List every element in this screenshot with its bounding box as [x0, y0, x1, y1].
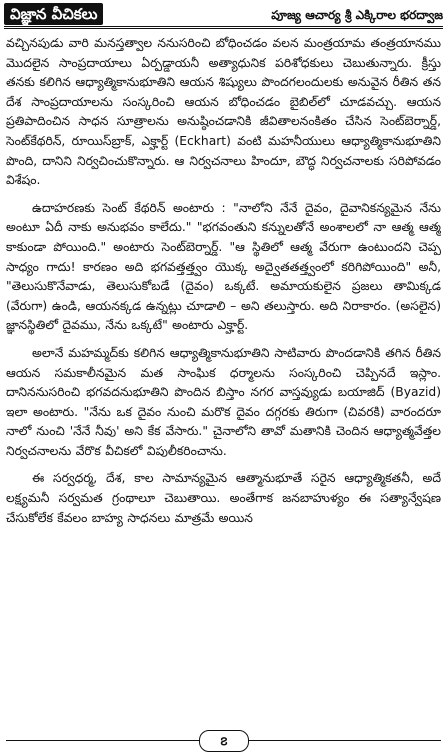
body-text: [6, 34, 441, 720]
page-number: ౭: [199, 730, 249, 752]
paragraph: అలానే మహమ్మద్‌కు కలిగిన ఆధ్యాత్మికానుభూతిని సాటివారు పొందడానికి తగిన రీతిన ఆయన సమకాలీనమైన మత సాంఘిక ధర్మాలను సంస్కరించి చెప్పినదే ఇస్లాం. దానిననుసరించి భగవదనుభూతిని పొందిన బిస్తాం నగర వాస్తవ్యుడు బయాజిద్ (Byazid) ఇలా అంటారు. "నేను ఒక దైవం నుంచి మరొక దైవం దగ్గరకు తిరుగా (చివరకి) వారందరూ నాలో నుంచి 'నేనే నీవు' అని కేక వేసారు." చైనాలోని తావో మతానికి చెందిన ఆధ్యాత్మవేత్తల నిర్వచనాలను వేరొక వీచికలో విపులీకరించాను.: [6, 345, 441, 458]
paragraph: వచ్చినపుడు వారి మనస్తత్వాల ననుసరించి బోధించడం వలన మంత్రయామ తంత్రయానము మొదలైన సాంప్రదాయాలు ఏర్పడ్డాయనీ అత్యాధునిక పరిశోధకులు చెబుతున్నారు. క్రీస్తు తనకు కలిగిన ఆధ్యాత్మికానుభూతిని ఆయన శిష్యులు పొందగలందులకు అనువైన రీతిన తన దేశ సాంప్రదాయాలను సంస్కరించి ఆయన బోధించడం బైబిల్‌లో చూడవచ్చు. ఆయన ప్రతిపాదించిన సాధన సూత్రాలను అనుష్ఠించడానికి జీవితాలనంకితం చేసిన సెంట్‌బెర్నార్డ్, సెంట్‌కేథరిన్, రూయిస్‌బ్రాక్, ఎక్హార్ట్ (Eckhart) వంటి మహనీయులు ఆధ్యాత్మికానుభూతిని పొంది, దానిని నిర్వచించుకొన్నారు. ఆ నిర్వచనాలు హిందూ, బౌద్ధ నిర్వచనాలకు సరిపోవడం విశేషం.: [6, 36, 441, 188]
page-footer: [0, 730, 447, 752]
series-title: విజ్ఞాన వీచికలు: [4, 3, 103, 25]
author-title: పూజ్య ఆచార్య శ్రీ ఎక్కిరాల భరద్వాజ: [271, 8, 443, 22]
paragraph: ఈ సర్వధర్మ, దేశ, కాల సామాన్యమైన ఆత్మానుభూతే సరైన ఆధ్యాత్మికతనీ, అదే లక్ష్యమనీ సర్వమత గ్రంథాలూ చెబుతాయి. అంతేగాక జనబాహుళ్యం ఈ సత్యాన్వేషణ చేసుకోలేక కేవలం బాహ్య సాధనలు మాత్రమే అయిన: [6, 471, 441, 525]
paragraph: ఉదాహరణకు సెంట్ కేథరిన్ అంటారు : "నాలోని నేనే దైవం, దైవానికన్యమైన నేను అంటూ ఏదీ నాకు అనుభవం కాలేదు." "భగవంతుని కన్నులతోనే అంశాలలో నా ఆత్మ ఆత్మ కాకుండా పోయింది." అంటారు సెంట్‌బెర్నార్డ్. "ఆ స్థితిలో ఆత్మ వేరుగా ఉంటుందని చెప్ప సాధ్యం గాదు! కారణం అది భగవత్తత్త్వం యొక్క అద్వైతతత్త్వంలో కరిగిపోయింది" అనీ, "తెలుసుకొనేవాడు, తెలుసుకోబడే (దైవం) ఒక్కటే. అమాయకులైన ప్రజలు తామిక్కడ (వేరుగా) ఉండి, ఆయనక్కడ ఉన్నట్లు చూడాలి – అని తలుస్తారు. అది నిరాకారం. (అసలైన) జ్ఞానస్థితిలో దైవము, నేను ఒక్కటే" అంటారు ఎక్హార్ట్.: [6, 200, 441, 333]
running-header: [4, 3, 443, 29]
